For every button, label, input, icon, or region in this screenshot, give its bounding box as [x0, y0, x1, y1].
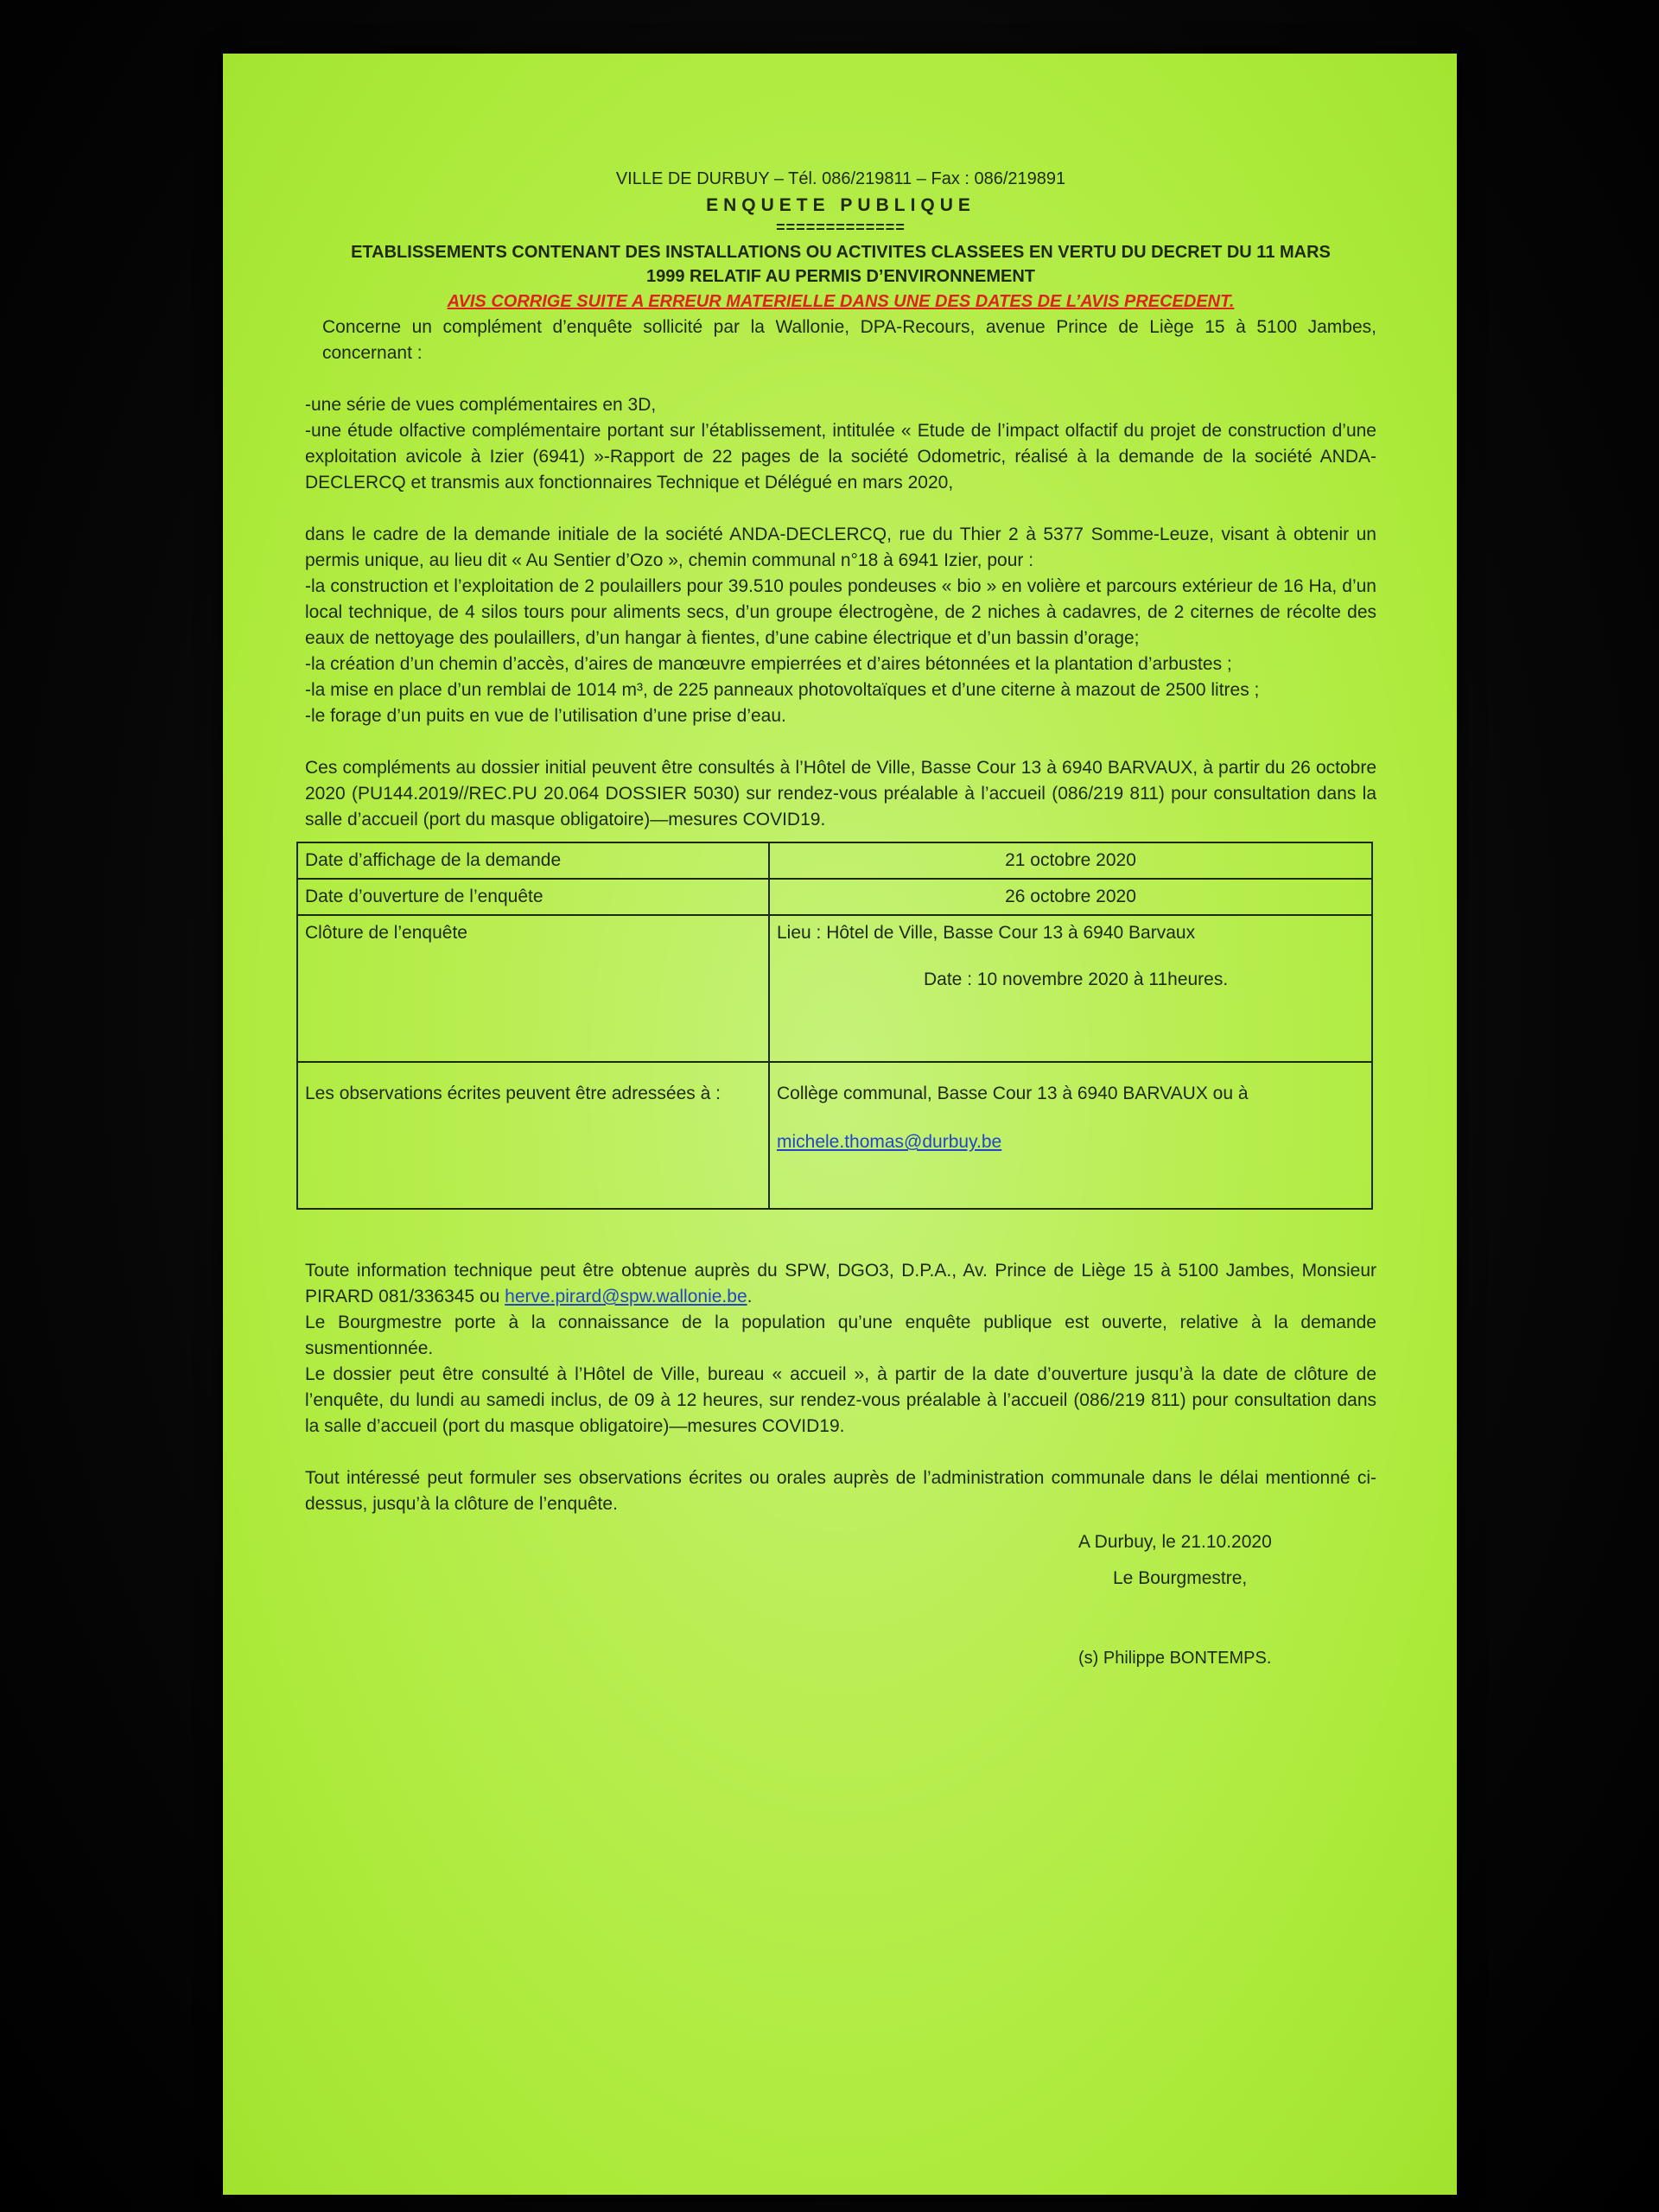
dates-table: [296, 842, 1373, 1210]
contact-line: VILLE DE DURBUY – Tél. 086/219811 – Fax : 086/219891: [615, 169, 1066, 188]
notice-title-line1: ETABLISSEMENTS CONTENANT DES INSTALLATIONS OU ACTIVITES CLASSEES EN VERTU DU DECRET DU 11 MARS: [351, 243, 1331, 262]
table-row: [297, 842, 1372, 879]
table-row: [297, 879, 1372, 915]
closing-date: Date : 10 novembre 2020 à 11heures.: [924, 969, 1229, 989]
list-item: -une étude olfactive complémentaire portant sur l’établissement, intitulée « Etude de l’impact olfactif du projet de construction d’une exploitation avicole à Izier (6941) »-Rapport de 22 pages de la société Odometric, réalisé à la demande de la société ANDA-DECLERCQ et transmis aux fonctionnaires Technique et Délégué en mars 2020,: [305, 421, 1376, 493]
consultation-paragraph: Ces compléments au dossier initial peuvent être consultés à l’Hôtel de Ville, Basse Cour 13 à 6940 BARVAUX, à partir du 26 octobre 2020 (PU144.2019//REC.PU 20.064 DOSSIER 5030) sur rendez-vous préalable à l’accueil (086/219 811) pour consultation dans la salle d’accueil (port du masque obligatoire)—mesures COVID19.: [305, 758, 1376, 830]
closing-place: Lieu : Hôtel de Ville, Basse Cour 13 à 6940 Barvaux: [777, 923, 1196, 943]
info-text-end: .: [747, 1287, 753, 1306]
table-cell: 21 octobre 2020: [769, 842, 1372, 879]
notice-title-line2: 1999 RELATIF AU PERMIS D’ENVIRONNEMENT: [645, 267, 1036, 286]
list-item: -la construction et l’exploitation de 2 poulaillers pour 39.510 poules pondeuses « bio » en volière et parcours extérieur de 16 Ha, d’un local technique, de 4 silos tours pour aliments secs, d’un groupe électrogène, de 2 niches à cadavres, de 2 citernes de récolte des eaux de nettoyage des poulaillers, d’un hangar à fientes, d’une cabine électrique et d’un bassin d’orage;: [305, 576, 1376, 648]
table-cell: 26 octobre 2020: [769, 879, 1372, 915]
list-item: -le forage d’un puits en vue de l’utilisation d’une prise d’eau.: [305, 706, 786, 726]
separator: =============: [776, 219, 906, 236]
notice-sheet: [223, 54, 1457, 2195]
dossier-paragraph: Le dossier peut être consulté à l’Hôtel de Ville, bureau « accueil », à partir de la date d’ouverture jusqu’à la date de clôture de l’enquête, du lundi au samedi inclus, de 09 à 12 heures, sur rendez-vous préalable à l’accueil (086/219 811) pour consultation dans la salle d’accueil (port du masque obligatoire)—mesures COVID19.: [305, 1364, 1376, 1436]
table-cell: [769, 915, 1372, 1062]
table-cell: [769, 1062, 1372, 1209]
table-row: [297, 1062, 1372, 1209]
list-item: -la création d’un chemin d’accès, d’aires de manœuvre empierrées et d’aires bétonnées et la plantation d’arbustes ;: [305, 654, 1232, 674]
complements-list: [305, 392, 1376, 496]
table-cell: Date d’ouverture de l’enquête: [297, 879, 769, 915]
list-item: -la mise en place d’un remblai de 1014 m³, de 225 panneaux photovoltaïques et d’une citerne à mazout de 2500 litres ;: [305, 680, 1260, 700]
project-items-list: [305, 574, 1376, 729]
table-row: [297, 915, 1372, 1062]
info-text: Toute information technique peut être obtenue auprès du SPW, DGO3, D.P.A., Av. Prince de Liège 15 à 5100 Jambes, Monsieur PIRARD 081/336345 ou: [305, 1261, 1376, 1306]
email-link[interactable]: michele.thomas@durbuy.be: [777, 1132, 1002, 1152]
intro-paragraph: Concerne un complément d’enquête sollicité par la Wallonie, DPA-Recours, avenue Prince de Liège 15 à 5100 Jambes, concernant :: [322, 317, 1376, 363]
notice-type: ENQUETE PUBLIQUE: [706, 195, 976, 215]
bourgmestre-paragraph: Le Bourgmestre porte à la connaissance de la population qu’une enquête publique est ouverte, relative à la demande susmentionnée.: [305, 1313, 1376, 1358]
signatory-name: (s) Philippe BONTEMPS.: [1078, 1649, 1272, 1668]
table-cell: Date d’affichage de la demande: [297, 842, 769, 879]
email-link[interactable]: herve.pirard@spw.wallonie.be: [505, 1287, 747, 1306]
table-cell: Les observations écrites peuvent être adressées à :: [297, 1062, 769, 1209]
list-item: -une série de vues complémentaires en 3D,: [305, 395, 657, 415]
signatory-title: Le Bourgmestre,: [1113, 1568, 1248, 1588]
observations-address: Collège communal, Basse Cour 13 à 6940 BARVAUX ou à: [777, 1084, 1249, 1103]
context-paragraph: dans le cadre de la demande initiale de la société ANDA-DECLERCQ, rue du Thier 2 à 5377 Somme-Leuze, visant à obtenir un permis unique, au lieu dit « Au Sentier d’Ozo », chemin communal n°18 à 6941 Izier, pour :: [305, 524, 1376, 570]
info-paragraph: [305, 1258, 1376, 1310]
correction-notice: AVIS CORRIGE SUITE A ERREUR MATERIELLE DANS UNE DES DATES DE L’AVIS PRECEDENT.: [447, 292, 1235, 311]
notice-content: [305, 166, 1376, 1671]
notice-title: [305, 240, 1376, 289]
table-cell: Clôture de l’enquête: [297, 915, 769, 1062]
place-date: A Durbuy, le 21.10.2020: [1078, 1532, 1272, 1552]
observations-paragraph: Tout intéressé peut formuler ses observations écrites ou orales auprès de l’administration communale dans le délai mentionné ci-dessus, jusqu’à la clôture de l’enquête.: [305, 1468, 1376, 1514]
